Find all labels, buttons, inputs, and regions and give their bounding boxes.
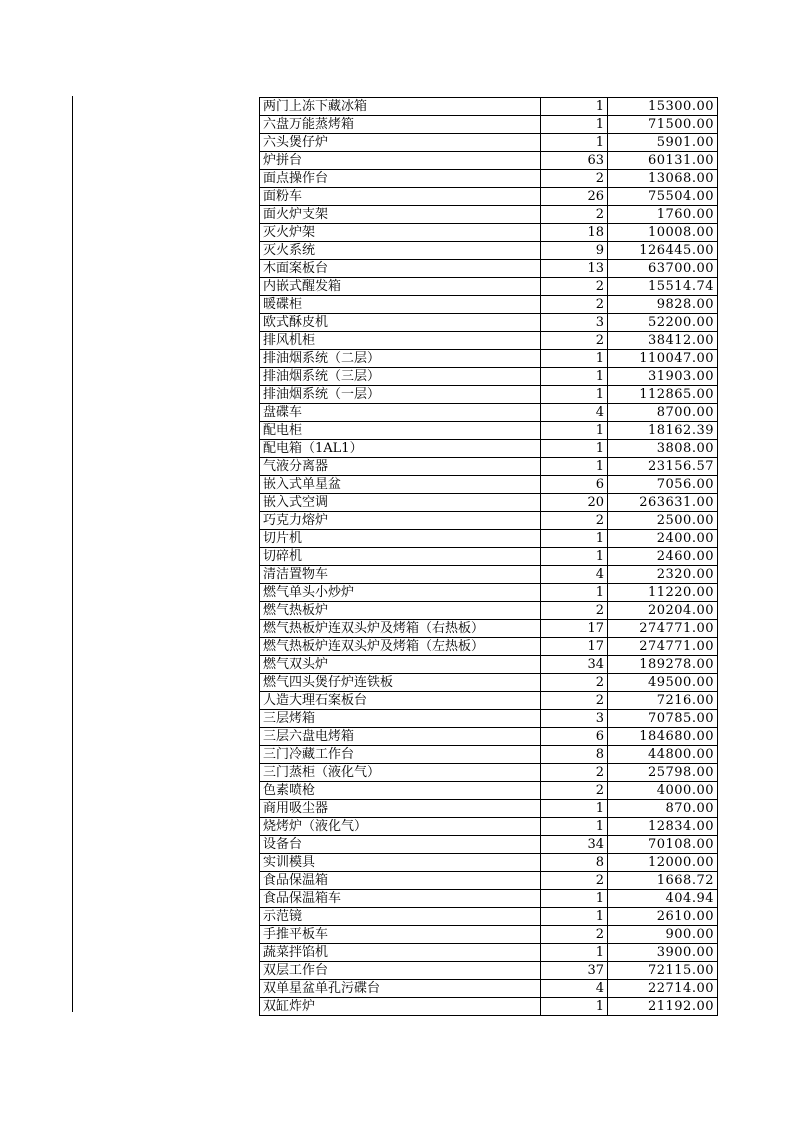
quantity-cell: 26	[541, 188, 608, 206]
table-row	[260, 332, 718, 350]
amount-cell: 15514.74	[608, 278, 718, 296]
table-row	[260, 710, 718, 728]
table-row	[260, 476, 718, 494]
item-name-cell: 三层烤箱	[260, 710, 541, 728]
quantity-cell: 1	[541, 134, 608, 152]
table-row	[260, 764, 718, 782]
table-row	[260, 494, 718, 512]
item-name-cell: 内嵌式醒发箱	[260, 278, 541, 296]
table-row	[260, 926, 718, 944]
quantity-cell: 2	[541, 872, 608, 890]
table-row	[260, 566, 718, 584]
table-row	[260, 620, 718, 638]
item-name-cell: 木面案板台	[260, 260, 541, 278]
quantity-cell: 8	[541, 854, 608, 872]
amount-cell: 63700.00	[608, 260, 718, 278]
amount-cell: 1760.00	[608, 206, 718, 224]
equipment-table-body	[260, 98, 718, 1016]
quantity-cell: 1	[541, 386, 608, 404]
table-row	[260, 350, 718, 368]
item-name-cell: 蔬菜拌馅机	[260, 944, 541, 962]
item-name-cell: 灭火系统	[260, 242, 541, 260]
quantity-cell: 1	[541, 530, 608, 548]
quantity-cell: 4	[541, 404, 608, 422]
quantity-cell: 17	[541, 638, 608, 656]
amount-cell: 20204.00	[608, 602, 718, 620]
item-name-cell: 手推平板车	[260, 926, 541, 944]
item-name-cell: 盘碟车	[260, 404, 541, 422]
quantity-cell: 1	[541, 350, 608, 368]
item-name-cell: 食品保温箱车	[260, 890, 541, 908]
quantity-cell: 2	[541, 602, 608, 620]
table-row	[260, 224, 718, 242]
quantity-cell: 3	[541, 314, 608, 332]
table-row	[260, 728, 718, 746]
amount-cell: 12834.00	[608, 818, 718, 836]
table-row	[260, 872, 718, 890]
item-name-cell: 面粉车	[260, 188, 541, 206]
quantity-cell: 2	[541, 332, 608, 350]
quantity-cell: 1	[541, 368, 608, 386]
amount-cell: 8700.00	[608, 404, 718, 422]
amount-cell: 18162.39	[608, 422, 718, 440]
quantity-cell: 13	[541, 260, 608, 278]
amount-cell: 71500.00	[608, 116, 718, 134]
table-row	[260, 206, 718, 224]
item-name-cell: 商用吸尘器	[260, 800, 541, 818]
item-name-cell: 烧烤炉（液化气）	[260, 818, 541, 836]
amount-cell: 75504.00	[608, 188, 718, 206]
table-row	[260, 422, 718, 440]
amount-cell: 5901.00	[608, 134, 718, 152]
item-name-cell: 燃气四头煲仔炉连铁板	[260, 674, 541, 692]
item-name-cell: 欧式酥皮机	[260, 314, 541, 332]
amount-cell: 70785.00	[608, 710, 718, 728]
amount-cell: 70108.00	[608, 836, 718, 854]
amount-cell: 7056.00	[608, 476, 718, 494]
item-name-cell: 双缸炸炉	[260, 998, 541, 1016]
quantity-cell: 8	[541, 746, 608, 764]
item-name-cell: 配电箱（1AL1）	[260, 440, 541, 458]
item-name-cell: 食品保温箱	[260, 872, 541, 890]
item-name-cell: 排油烟系统（二层）	[260, 350, 541, 368]
amount-cell: 13068.00	[608, 170, 718, 188]
table-row	[260, 116, 718, 134]
amount-cell: 60131.00	[608, 152, 718, 170]
table-row	[260, 440, 718, 458]
item-name-cell: 排油烟系统（一层）	[260, 386, 541, 404]
item-name-cell: 燃气热板炉连双头炉及烤箱（左热板）	[260, 638, 541, 656]
quantity-cell: 1	[541, 998, 608, 1016]
amount-cell: 2610.00	[608, 908, 718, 926]
item-name-cell: 人造大理石案板台	[260, 692, 541, 710]
table-row	[260, 386, 718, 404]
table-row	[260, 170, 718, 188]
quantity-cell: 1	[541, 890, 608, 908]
item-name-cell: 切碎机	[260, 548, 541, 566]
item-name-cell: 三门冷藏工作台	[260, 746, 541, 764]
item-name-cell: 燃气双头炉	[260, 656, 541, 674]
amount-cell: 23156.57	[608, 458, 718, 476]
amount-cell: 184680.00	[608, 728, 718, 746]
table-row	[260, 908, 718, 926]
quantity-cell: 6	[541, 476, 608, 494]
table-row	[260, 692, 718, 710]
amount-cell: 2500.00	[608, 512, 718, 530]
quantity-cell: 2	[541, 278, 608, 296]
left-margin-rule	[72, 96, 73, 1012]
amount-cell: 31903.00	[608, 368, 718, 386]
table-row	[260, 656, 718, 674]
amount-cell: 9828.00	[608, 296, 718, 314]
amount-cell: 12000.00	[608, 854, 718, 872]
quantity-cell: 2	[541, 512, 608, 530]
table-row	[260, 944, 718, 962]
quantity-cell: 1	[541, 548, 608, 566]
item-name-cell: 灭火炉架	[260, 224, 541, 242]
amount-cell: 4000.00	[608, 782, 718, 800]
table-row	[260, 674, 718, 692]
quantity-cell: 1	[541, 458, 608, 476]
amount-cell: 3808.00	[608, 440, 718, 458]
amount-cell: 404.94	[608, 890, 718, 908]
item-name-cell: 排风机柜	[260, 332, 541, 350]
table-row	[260, 260, 718, 278]
quantity-cell: 17	[541, 620, 608, 638]
table-row	[260, 152, 718, 170]
quantity-cell: 2	[541, 782, 608, 800]
amount-cell: 126445.00	[608, 242, 718, 260]
quantity-cell: 1	[541, 116, 608, 134]
amount-cell: 274771.00	[608, 620, 718, 638]
quantity-cell: 6	[541, 728, 608, 746]
table-row	[260, 314, 718, 332]
amount-cell: 15300.00	[608, 98, 718, 116]
quantity-cell: 2	[541, 170, 608, 188]
amount-cell: 21192.00	[608, 998, 718, 1016]
equipment-table	[259, 97, 718, 1016]
table-row	[260, 818, 718, 836]
amount-cell: 870.00	[608, 800, 718, 818]
quantity-cell: 1	[541, 908, 608, 926]
quantity-cell: 2	[541, 206, 608, 224]
item-name-cell: 清洁置物车	[260, 566, 541, 584]
item-name-cell: 设备台	[260, 836, 541, 854]
quantity-cell: 1	[541, 98, 608, 116]
table-row	[260, 242, 718, 260]
quantity-cell: 3	[541, 710, 608, 728]
item-name-cell: 暖碟柜	[260, 296, 541, 314]
item-name-cell: 燃气热板炉	[260, 602, 541, 620]
table-row	[260, 458, 718, 476]
quantity-cell: 18	[541, 224, 608, 242]
amount-cell: 112865.00	[608, 386, 718, 404]
quantity-cell: 1	[541, 440, 608, 458]
table-row	[260, 998, 718, 1016]
amount-cell: 1668.72	[608, 872, 718, 890]
item-name-cell: 气液分离器	[260, 458, 541, 476]
item-name-cell: 切片机	[260, 530, 541, 548]
quantity-cell: 2	[541, 674, 608, 692]
amount-cell: 25798.00	[608, 764, 718, 782]
item-name-cell: 三层六盘电烤箱	[260, 728, 541, 746]
quantity-cell: 1	[541, 800, 608, 818]
item-name-cell: 燃气热板炉连双头炉及烤箱（右热板）	[260, 620, 541, 638]
quantity-cell: 34	[541, 836, 608, 854]
table-row	[260, 404, 718, 422]
item-name-cell: 炉拼台	[260, 152, 541, 170]
item-name-cell: 实训模具	[260, 854, 541, 872]
amount-cell: 263631.00	[608, 494, 718, 512]
item-name-cell: 六盘万能蒸烤箱	[260, 116, 541, 134]
item-name-cell: 六头煲仔炉	[260, 134, 541, 152]
quantity-cell: 63	[541, 152, 608, 170]
amount-cell: 11220.00	[608, 584, 718, 602]
amount-cell: 274771.00	[608, 638, 718, 656]
table-row	[260, 584, 718, 602]
amount-cell: 2400.00	[608, 530, 718, 548]
quantity-cell: 2	[541, 692, 608, 710]
item-name-cell: 燃气单头小炒炉	[260, 584, 541, 602]
quantity-cell: 1	[541, 818, 608, 836]
amount-cell: 10008.00	[608, 224, 718, 242]
item-name-cell: 双层工作台	[260, 962, 541, 980]
table-row	[260, 854, 718, 872]
table-row	[260, 890, 718, 908]
item-name-cell: 面点操作台	[260, 170, 541, 188]
amount-cell: 3900.00	[608, 944, 718, 962]
quantity-cell: 1	[541, 944, 608, 962]
table-row	[260, 782, 718, 800]
item-name-cell: 排油烟系统（三层）	[260, 368, 541, 386]
quantity-cell: 4	[541, 980, 608, 998]
quantity-cell: 1	[541, 422, 608, 440]
quantity-cell: 9	[541, 242, 608, 260]
table-row	[260, 836, 718, 854]
amount-cell: 900.00	[608, 926, 718, 944]
table-row	[260, 746, 718, 764]
quantity-cell: 2	[541, 926, 608, 944]
amount-cell: 52200.00	[608, 314, 718, 332]
item-name-cell: 示范镜	[260, 908, 541, 926]
table-row	[260, 512, 718, 530]
item-name-cell: 两门上冻下藏冰箱	[260, 98, 541, 116]
item-name-cell: 嵌入式空调	[260, 494, 541, 512]
table-row	[260, 602, 718, 620]
amount-cell: 7216.00	[608, 692, 718, 710]
amount-cell: 38412.00	[608, 332, 718, 350]
table-row	[260, 638, 718, 656]
amount-cell: 2320.00	[608, 566, 718, 584]
table-row	[260, 980, 718, 998]
quantity-cell: 34	[541, 656, 608, 674]
quantity-cell: 37	[541, 962, 608, 980]
amount-cell: 49500.00	[608, 674, 718, 692]
amount-cell: 72115.00	[608, 962, 718, 980]
quantity-cell: 1	[541, 584, 608, 602]
item-name-cell: 面火炉支架	[260, 206, 541, 224]
table-row	[260, 134, 718, 152]
table-row	[260, 188, 718, 206]
table-row	[260, 278, 718, 296]
amount-cell: 44800.00	[608, 746, 718, 764]
item-name-cell: 三门蒸柜（液化气）	[260, 764, 541, 782]
table-row	[260, 548, 718, 566]
quantity-cell: 4	[541, 566, 608, 584]
table-row	[260, 98, 718, 116]
quantity-cell: 2	[541, 296, 608, 314]
item-name-cell: 配电柜	[260, 422, 541, 440]
item-name-cell: 嵌入式单星盆	[260, 476, 541, 494]
quantity-cell: 20	[541, 494, 608, 512]
table-row	[260, 962, 718, 980]
table-row	[260, 800, 718, 818]
amount-cell: 2460.00	[608, 548, 718, 566]
quantity-cell: 2	[541, 764, 608, 782]
amount-cell: 189278.00	[608, 656, 718, 674]
item-name-cell: 双单星盆单孔污碟台	[260, 980, 541, 998]
item-name-cell: 色素喷枪	[260, 782, 541, 800]
item-name-cell: 巧克力熔炉	[260, 512, 541, 530]
table-row	[260, 368, 718, 386]
table-row	[260, 530, 718, 548]
table-row	[260, 296, 718, 314]
amount-cell: 22714.00	[608, 980, 718, 998]
amount-cell: 110047.00	[608, 350, 718, 368]
